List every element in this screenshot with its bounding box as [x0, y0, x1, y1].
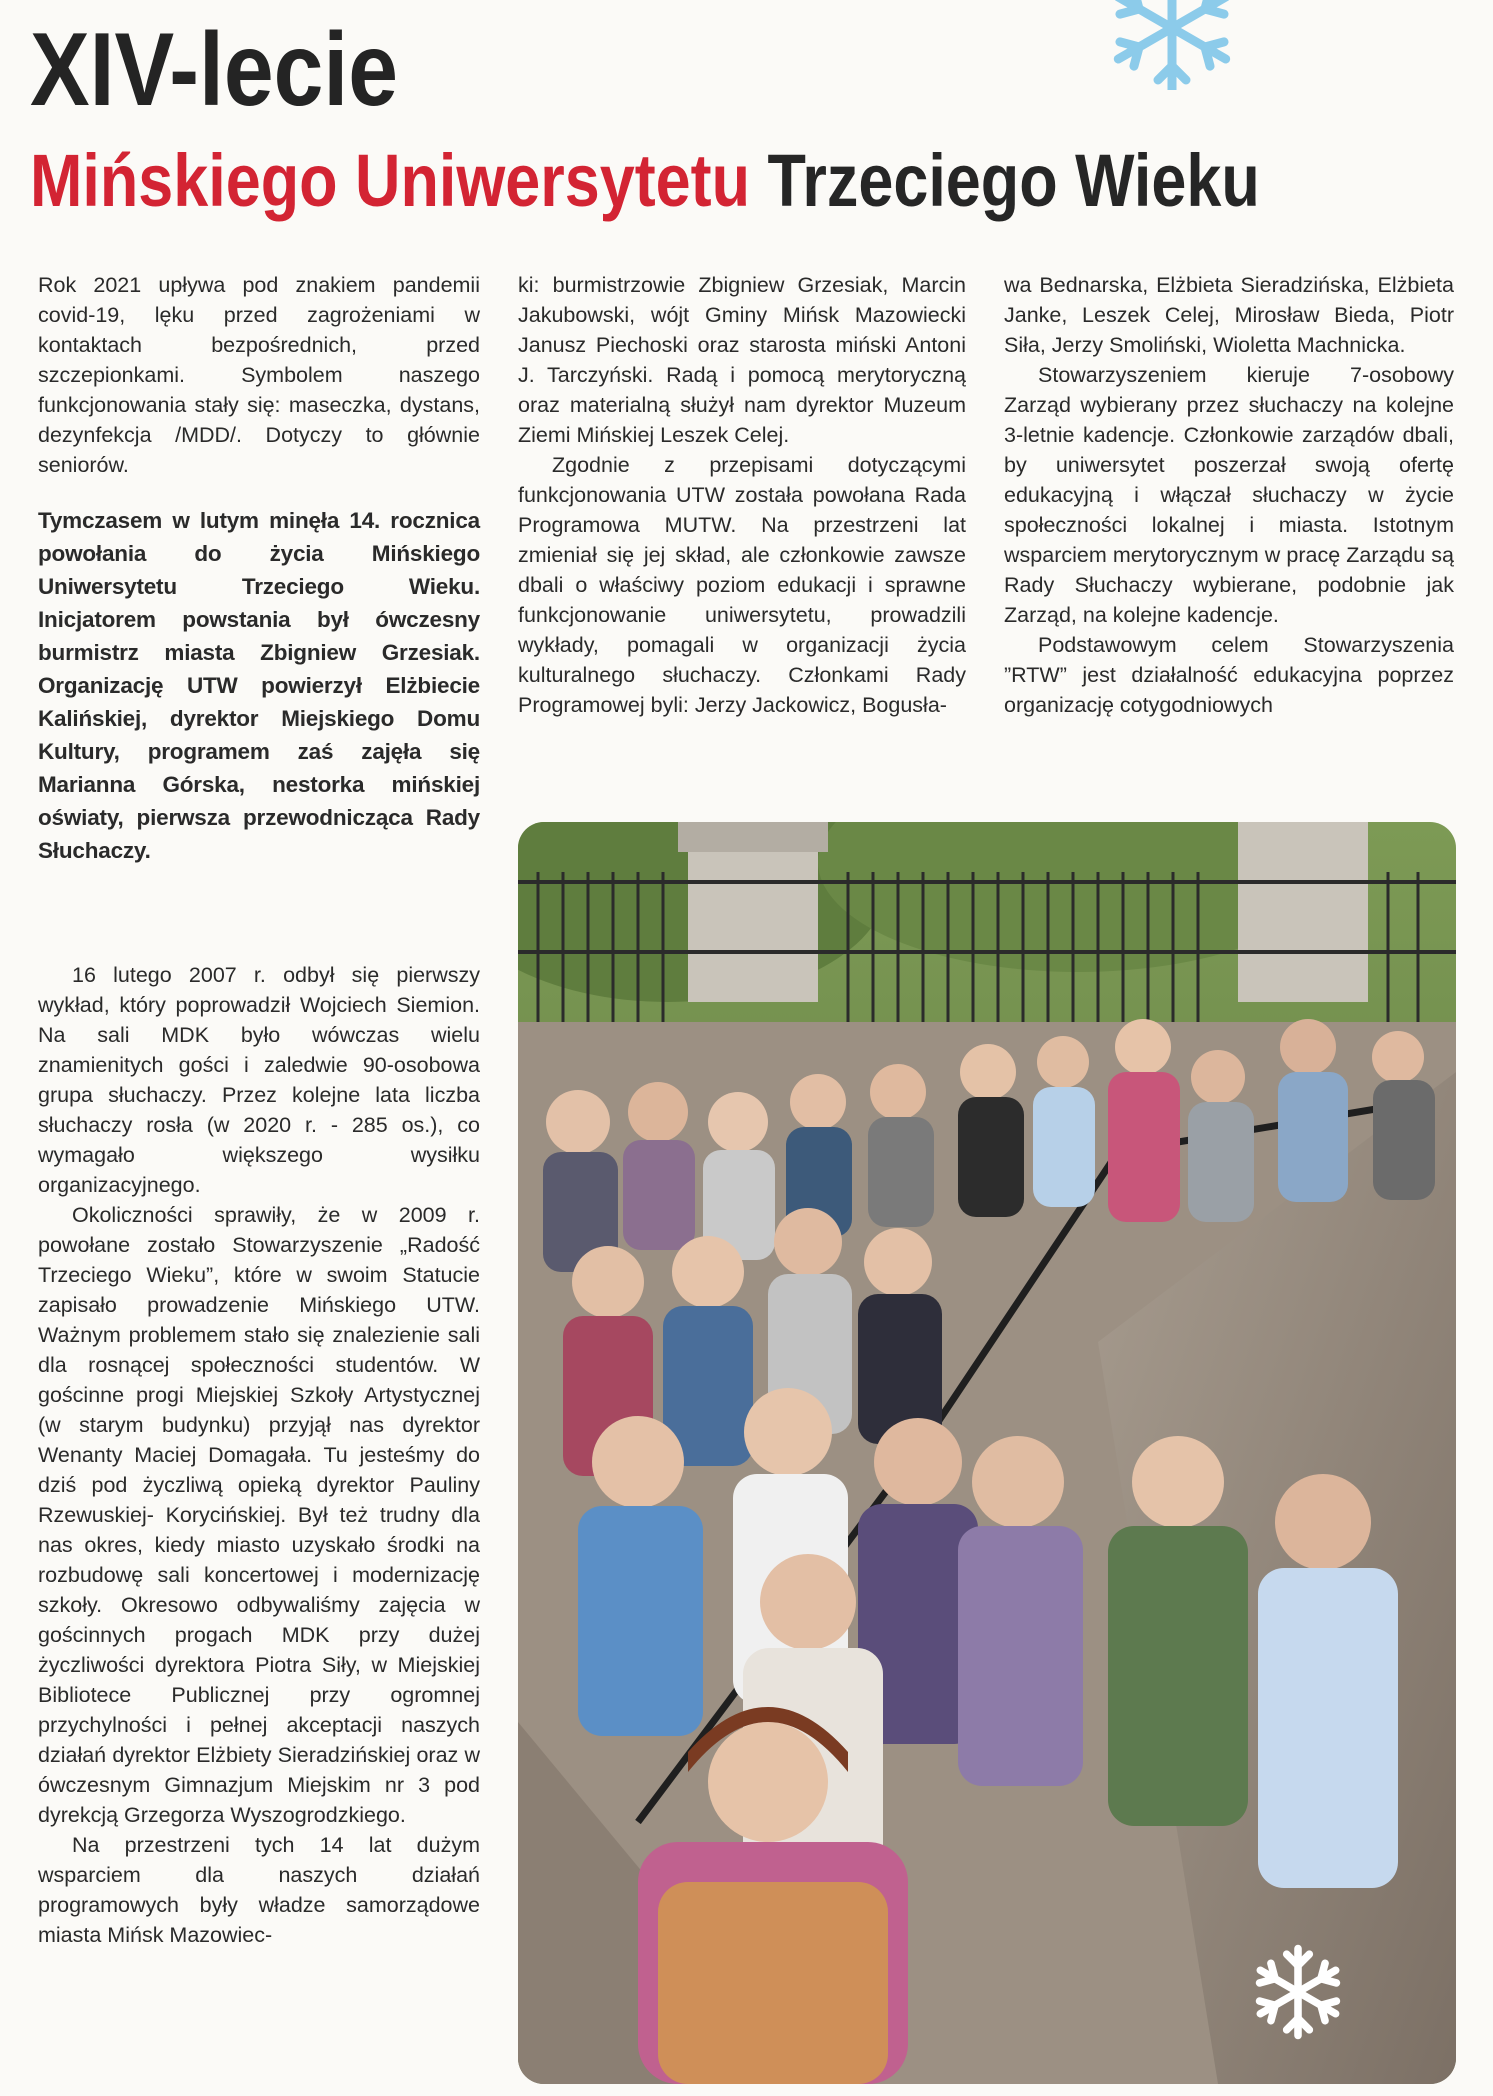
- paragraph-program-council: Zgodnie z przepisami dotyczącymi funkcjonowania UTW została powołana Rada Programowa MUTW. Na przestrzeni lat zmieniał się jej skład, ale członkowie zawsze dbali o właściwy poziom edukacji i sprawne funkcjonowanie uniwersytetu, prowadzili wykłady, pomagali w organizacji życia kulturalnego słuchaczy. Członkami Rady Programowej byli: Jerzy Jackowicz, Bogusła-: [518, 453, 966, 717]
- group-photo-illustration: [518, 822, 1456, 2084]
- headline-sub-dark: Trzeciego Wieku: [767, 139, 1260, 222]
- snowflake-icon: [1246, 1940, 1350, 2044]
- headline-sub-red: Mińskiego Uniwersytetu: [30, 139, 751, 222]
- group-photo: [518, 822, 1456, 2084]
- paragraph-support: Na przestrzeni tych 14 lat dużym wsparciem dla naszych działań programowych były władze samorządowe miasta Mińsk Mazowiec-: [38, 1833, 480, 1947]
- lead-paragraph: Tymczasem w lutym minęła 14. rocznica powołania do życia Mińskiego Uniwersytetu Trzeciego Wieku. Inicjatorem powstania był ówczesny burmistrz miasta Zbigniew Grzesiak. Organizację UTW powierzył Elżbiecie Kalińskiej, dyrektor Miejskiego Domu Kultury, programem zaś zajęła się Marianna Górska, nestorka mińskiej oświaty, pierwsza przewodnicząca Rady Słuchaczy.: [38, 508, 480, 863]
- paragraph-authorities: ki: burmistrzowie Zbigniew Grzesiak, Marcin Jakubowski, wójt Gminy Mińsk Mazowiecki Janusz Piechoski oraz starosta miński Antoni J. Tarczyński. Radą i pomocą merytoryczną oraz materialną służył nam dyrektor Muzeum Ziemi Mińskiej Leszek Celej.: [518, 273, 966, 447]
- paragraph-association: Okoliczności sprawiły, że w 2009 r. powołane zostało Stowarzyszenie „Radość Trzeciego Wieku”, które w swoim Statucie zapisało prowadzenie Mińskiego UTW. Ważnym problemem stało się znalezienie sali dla rosnącej społeczności studentów. W gościnne progi Miejskiej Szkoły Artystycznej (w starym budynku) przyjął nas dyrektor Wenanty Maciej Domagała. Tu jesteśmy do dziś pod życzliwą opieką dyrektor Pauliny Rzewuskiej- Korycińskiej. Był też trudny dla nas okres, kiedy miasto uzyskało środki na rozbudowę sali koncertowej i modernizację szkoły. Okresowo odbywaliśmy zajęcia w gościnnych progach MDK przy dużej życzliwości dyrektora Piotra Siły, w Miejskiej Bibliotece Publicznej przy ogromnej przychylności i pełnej akceptacji naszych działań dyrektor Elżbiety Sieradzińskiej oraz w ówczesnym Gimnazjum Miejskim nr 3 pod dyrekcją Grzegorza Wyszogrodzkiego.: [38, 1203, 480, 1827]
- paragraph-council-members: wa Bednarska, Elżbieta Sieradzińska, Elżbieta Janke, Leszek Celej, Mirosław Bieda, Piotr Siła, Jerzy Smoliński, Wioletta Machnicka.: [1004, 273, 1454, 357]
- column-3: [1004, 270, 1454, 720]
- paragraph-first-lecture: 16 lutego 2007 r. odbył się pierwszy wykład, który poprowadził Wojciech Siemion. Na sali MDK było wówczas wielu znamienitych gości i zaledwie 90-osobowa grupa słuchaczy. Przez kolejne lata liczba słuchaczy rosła (w 2020 r. - 285 os.), co wymagało większego wysiłku organizacyjnego.: [38, 963, 480, 1197]
- headline-main: XIV-lecie: [30, 12, 398, 128]
- column-2: [518, 270, 966, 720]
- intro-paragraph: Rok 2021 upływa pod znakiem pandemii covid-19, lęku przed zagrożeniami w kontaktach bezpośrednich, przed szczepionkami. Symbolem naszego funkcjonowania stały się: maseczka, dystans, dezynfekcja /MDD/. Dotyczy to głównie seniorów.: [38, 273, 480, 477]
- snowflake-icon: [1097, 0, 1247, 90]
- paragraph-board: Stowarzyszeniem kieruje 7-osobowy Zarząd wybierany przez słuchaczy na kolejne 3-letnie kadencje. Członkowie zarządów dbali, by uniwersytet poszerzał swoją ofertę edukacyjną i włączał słuchaczy w życie społeczności lokalnej i miasta. Istotnym wsparciem merytorycznym w pracę Zarządu są Rady Słuchaczy wybierane, podobnie jak Zarząd, na kolejne kadencje.: [1004, 363, 1454, 627]
- column-1-top: [38, 270, 480, 867]
- headline-sub: [30, 139, 1260, 222]
- paragraph-goal: Podstawowym celem Stowarzyszenia ”RTW” jest działalność edukacyjna poprzez organizację cotygodniowych: [1004, 633, 1454, 717]
- column-1-body: [38, 960, 480, 1950]
